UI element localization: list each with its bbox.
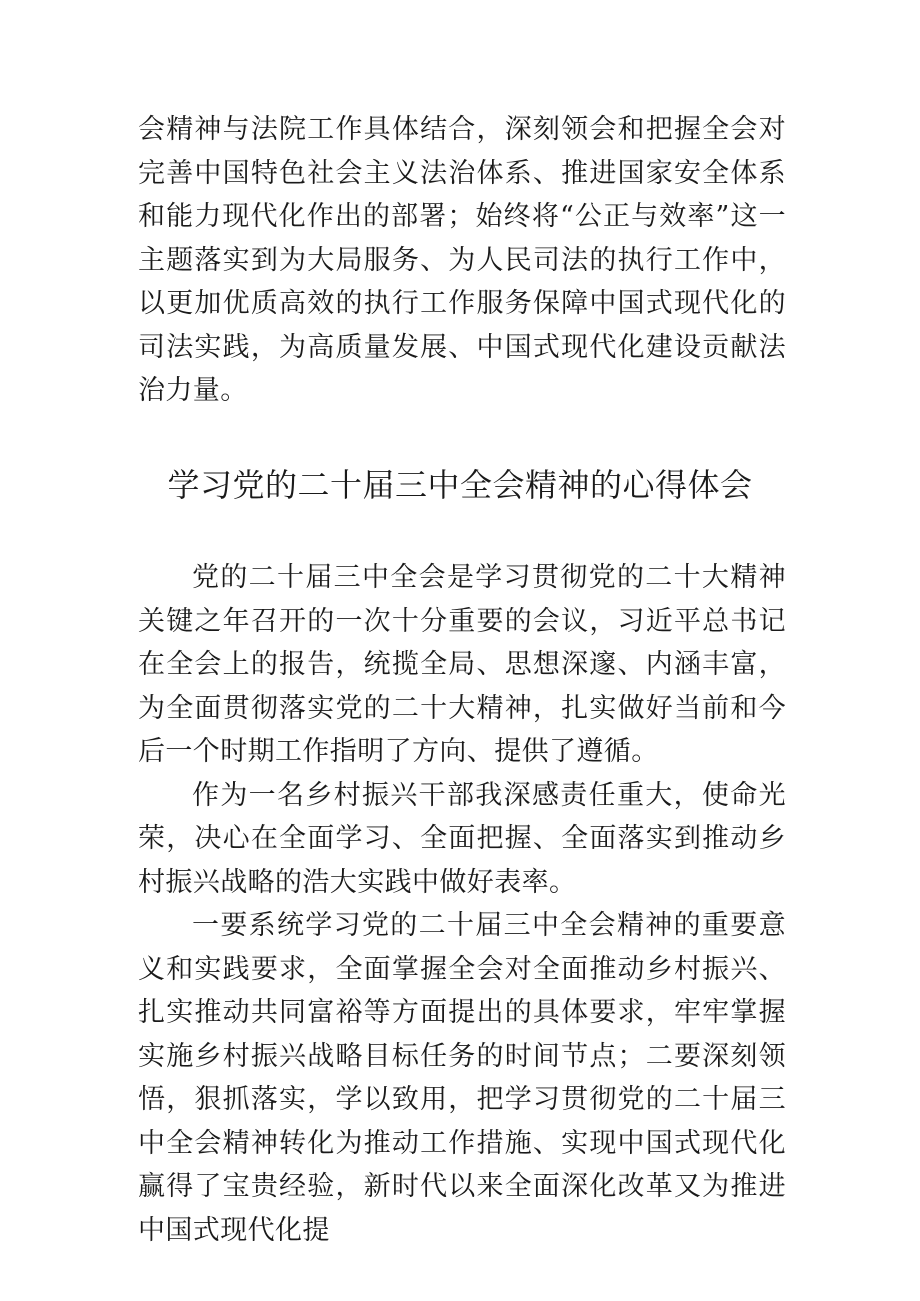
- body-section: [138, 556, 786, 1252]
- document-title: 学习党的二十届三中全会精神的心得体会: [167, 466, 753, 504]
- body-paragraph: 作为一名乡村振兴干部我深感责任重大，使命光荣，决心在全面学习、全面把握、全面落实到推动乡村振兴战略的浩大实践中做好表率。: [138, 779, 786, 898]
- continued-section: [138, 108, 786, 413]
- continued-paragraph: 会精神与法院工作具体结合，深刻领会和把握全会对完善中国特色社会主义法治体系、推进国家安全体系和能力现代化作出的部署；始终将“公正与效率”这一主题落实到为大局服务、为人民司法的执行工作中，以更加优质高效的执行工作服务保障中国式现代化的司法实践，为高质量发展、中国式现代化建设贡献法治力量。: [138, 114, 786, 406]
- body-paragraph: 一要系统学习党的二十届三中全会精神的重要意义和实践要求，全面掌握全会对全面推动乡村振兴、扎实推动共同富裕等方面提出的具体要求，牢牢掌握实施乡村振兴战略目标任务的时间节点；二要深刻领悟，狠抓落实，学以致用，把学习贯彻党的二十届三中全会精神转化为推动工作措施、实现中国式现代化赢得了宝贵经验，新时代以来全面深化改革又为推进中国式现代化提: [138, 910, 786, 1246]
- body-paragraph: 党的二十届三中全会是学习贯彻党的二十大精神关键之年召开的一次十分重要的会议，习近平总书记在全会上的报告，统揽全局、思想深邃、内涵丰富，为全面贯彻落实党的二十大精神，扎实做好当前和今后一个时期工作指明了方向、提供了遵循。: [138, 562, 786, 767]
